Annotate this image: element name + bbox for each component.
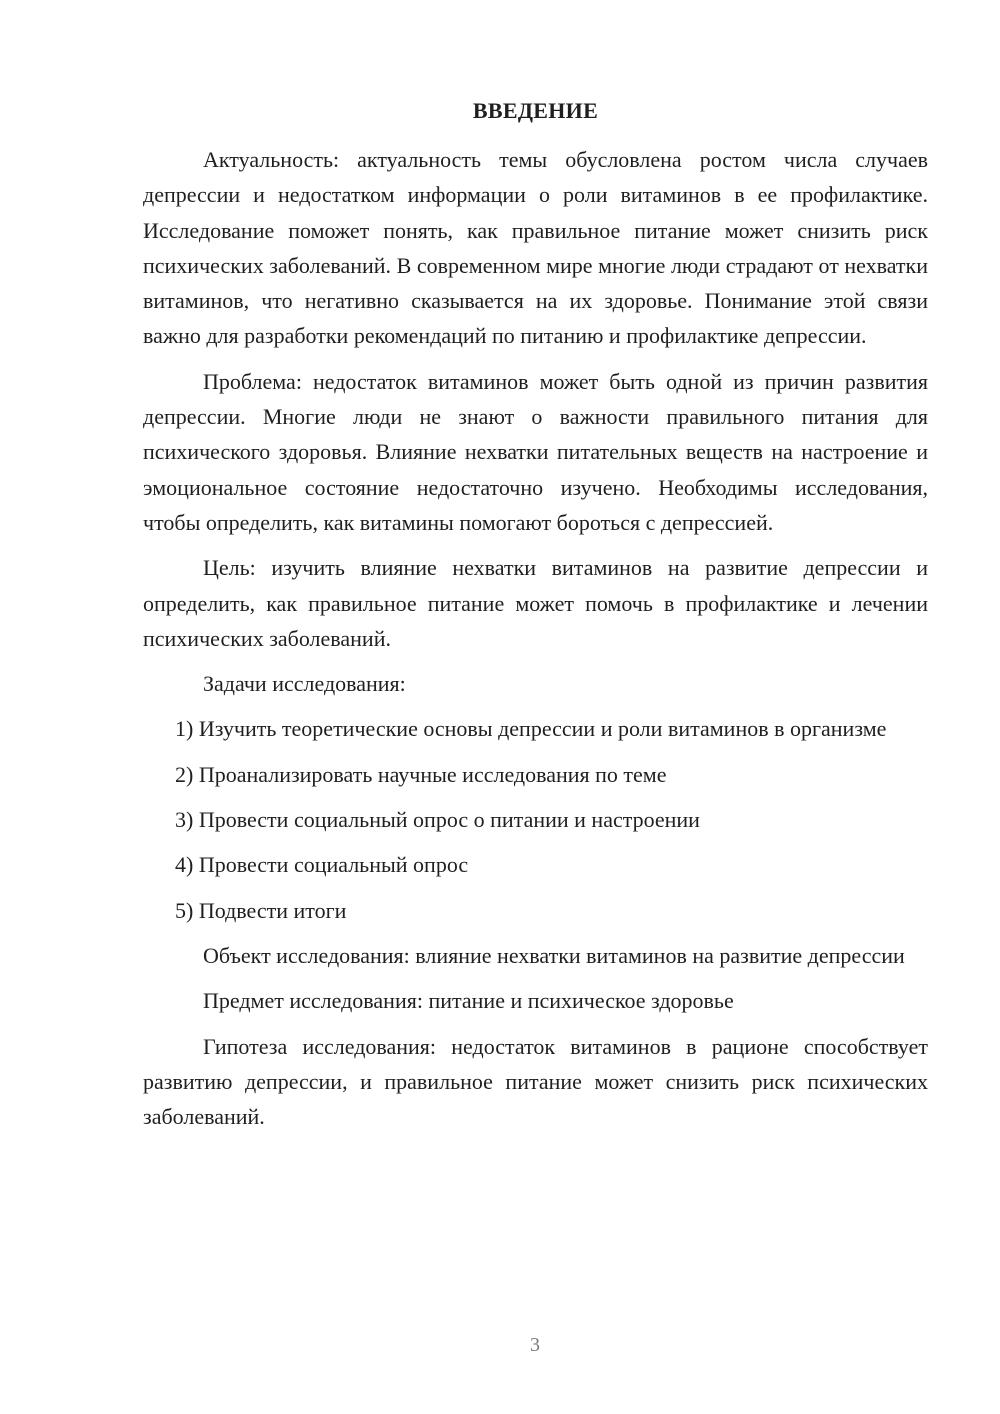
task-item-3: 3) Провести социальный опрос о питании и настроении	[175, 807, 700, 833]
task-item-4: 4) Провести социальный опрос	[175, 852, 469, 878]
task-item-1: 1) Изучить теоретические основы депрессии и роли витаминов в организме	[175, 716, 887, 742]
paragraph-object: Объект исследования: влияние нехватки витаминов на развитие депрессии	[203, 942, 905, 968]
page-title: ВВЕДЕНИЕ	[472, 98, 599, 123]
paragraph-goal: Цель: изучить влияние нехватки витаминов на развитие депрессии и определить, как правильное питание может помочь в профилактике и лечении психических заболеваний.	[143, 555, 928, 651]
page-number: 3	[530, 1334, 540, 1356]
document-body	[143, 142, 928, 1144]
paragraph-relevance: Актуальность: актуальность темы обусловлена ростом числа случаев депрессии и недостатком информации о роли витаминов в ее профилактике. Исследование поможет понять, как правильное питание может снизить риск психических заболеваний. В современном мире многие люди страдают от нехватки витаминов, что негативно сказывается на их здоровье. Понимание этой связи важно для разработки рекомендаций по питанию и профилактике депрессии.	[143, 147, 928, 349]
task-item-5: 5) Подвести итоги	[175, 897, 347, 923]
paragraph-problem: Проблема: недостаток витаминов может быть одной из причин развития депрессии. Многие люди не знают о важности правильного питания для психического здоровья. Влияние нехватки питательных веществ на настроение и эмоциональное состояние недостаточно изучено. Необходимы исследования, чтобы определить, как витамины помогают бороться с депрессией.	[143, 368, 928, 535]
paragraph-subject: Предмет исследования: питание и психическое здоровье	[203, 988, 734, 1014]
task-item-2: 2) Проанализировать научные исследования по теме	[175, 761, 667, 787]
paragraph-hypothesis: Гипотеза исследования: недостаток витаминов в рационе способствует развитию депрессии, и правильное питание может снизить риск психических заболеваний.	[143, 1033, 928, 1130]
paragraph-tasks-heading: Задачи исследования:	[203, 671, 406, 697]
